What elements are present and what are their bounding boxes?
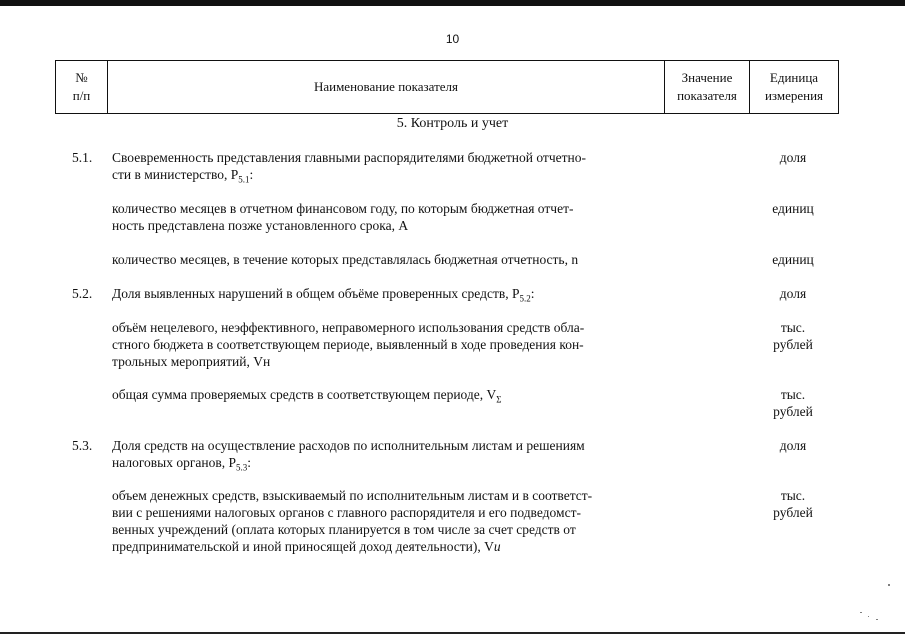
row-text-tail: : <box>530 286 535 301</box>
row-unit <box>754 487 832 521</box>
row-unit-line: рублей <box>773 337 813 352</box>
row-text-line: трольных мероприятий, Vн <box>112 354 271 369</box>
row-subscript: 5.2 <box>519 293 531 304</box>
row-text-line: Доля средств на осуществление расходов по исполнительным листам и решениям <box>112 438 585 453</box>
row-unit-line: доля <box>779 438 807 453</box>
row-text-line: венных учреждений (оплата которых планируется в том числе за счет средств от <box>112 522 576 537</box>
row-unit-line: рублей <box>773 505 813 520</box>
row-text <box>112 437 658 471</box>
row-number: 5.3. <box>72 438 93 453</box>
header-col-value-line2: показателя <box>677 88 737 103</box>
header-col-number-line1: № <box>75 70 88 85</box>
header-col-unit <box>750 61 839 114</box>
scan-speck <box>860 612 862 613</box>
row-unit-line: доля <box>779 286 807 301</box>
row-text-tail: : <box>247 455 251 470</box>
row-text-line: объем денежных средств, взыскиваемый по исполнительным листам и в соответст- <box>112 488 593 503</box>
row-unit <box>754 200 832 217</box>
row-unit <box>754 251 832 268</box>
row-unit-line: рублей <box>773 404 813 419</box>
row-unit-line: единиц <box>772 252 814 267</box>
row-text <box>112 386 658 403</box>
scan-top-border <box>0 0 905 6</box>
row-unit <box>754 149 832 166</box>
header-col-unit-line1: Единица <box>769 70 819 85</box>
row-text <box>112 149 658 183</box>
scan-speck <box>888 584 890 586</box>
row-unit <box>754 386 832 420</box>
row-unit-line: тыс. <box>780 488 806 503</box>
row-text-tail: : <box>249 167 254 182</box>
row-text-line: количество месяцев в отчетном финансовом году, по которым бюджетная отчет- <box>112 201 574 216</box>
row-unit-line: единиц <box>772 201 814 216</box>
row-text-line: сти в министерство, P <box>112 167 239 182</box>
row-text <box>112 285 658 302</box>
row-unit-line: тыс. <box>780 387 806 402</box>
header-col-name: Наименование показателя <box>108 61 665 114</box>
row-text <box>112 487 658 555</box>
row-text-line: Доля выявленных нарушений в общем объёме проверенных средств, P <box>112 286 520 301</box>
header-col-value-line1: Значение <box>681 70 733 85</box>
row-unit-line: тыс. <box>780 320 806 335</box>
row-text-line: общая сумма проверяемых средств в соответствующем периоде, V <box>112 387 497 402</box>
row-subscript: 5.1 <box>238 174 250 185</box>
indicator-table-header <box>55 60 839 114</box>
row-number: 5.1. <box>72 150 93 165</box>
row-unit <box>754 437 832 454</box>
row-italic-suffix: u <box>493 539 501 554</box>
row-subscript: Σ <box>496 394 502 405</box>
row-text-line: налоговых органов, P <box>112 455 236 470</box>
scan-speck <box>868 616 869 617</box>
scan-bottom-border <box>0 632 905 634</box>
header-col-number <box>56 61 108 114</box>
row-text-line: ность представлена позже установленного срока, А <box>112 218 409 233</box>
section-title: 5. Контроль и учет <box>396 116 509 131</box>
row-text <box>112 251 658 268</box>
row-text-line: стного бюджета в соответствующем периоде, выявленный в ходе проведения кон- <box>112 337 584 352</box>
scan-speck <box>876 619 878 620</box>
header-col-value <box>665 61 750 114</box>
row-unit <box>754 319 832 353</box>
page-number: 10 <box>445 32 460 46</box>
header-col-number-line2: п/п <box>72 88 91 103</box>
row-text-line: предпринимательской и иной приносящей доход деятельности), V <box>112 539 494 554</box>
row-text <box>112 200 658 234</box>
row-number: 5.2. <box>72 286 93 301</box>
row-text-line: вии с решениями налоговых органов с главного распорядителя и его подведомст- <box>112 505 581 520</box>
header-col-unit-line2: измерения <box>764 88 824 103</box>
row-text-line: количество месяцев, в течение которых представлялась бюджетная отчетность, n <box>112 252 579 267</box>
row-text-line: Своевременность представления главными распорядителями бюджетной отчетно- <box>112 150 586 165</box>
row-unit-line: доля <box>779 150 807 165</box>
row-text-line: объём нецелевого, неэффективного, неправомерного использования средств обла- <box>112 320 585 335</box>
row-subscript: 5.3 <box>235 462 248 473</box>
row-unit <box>754 285 832 302</box>
row-text <box>112 319 658 370</box>
